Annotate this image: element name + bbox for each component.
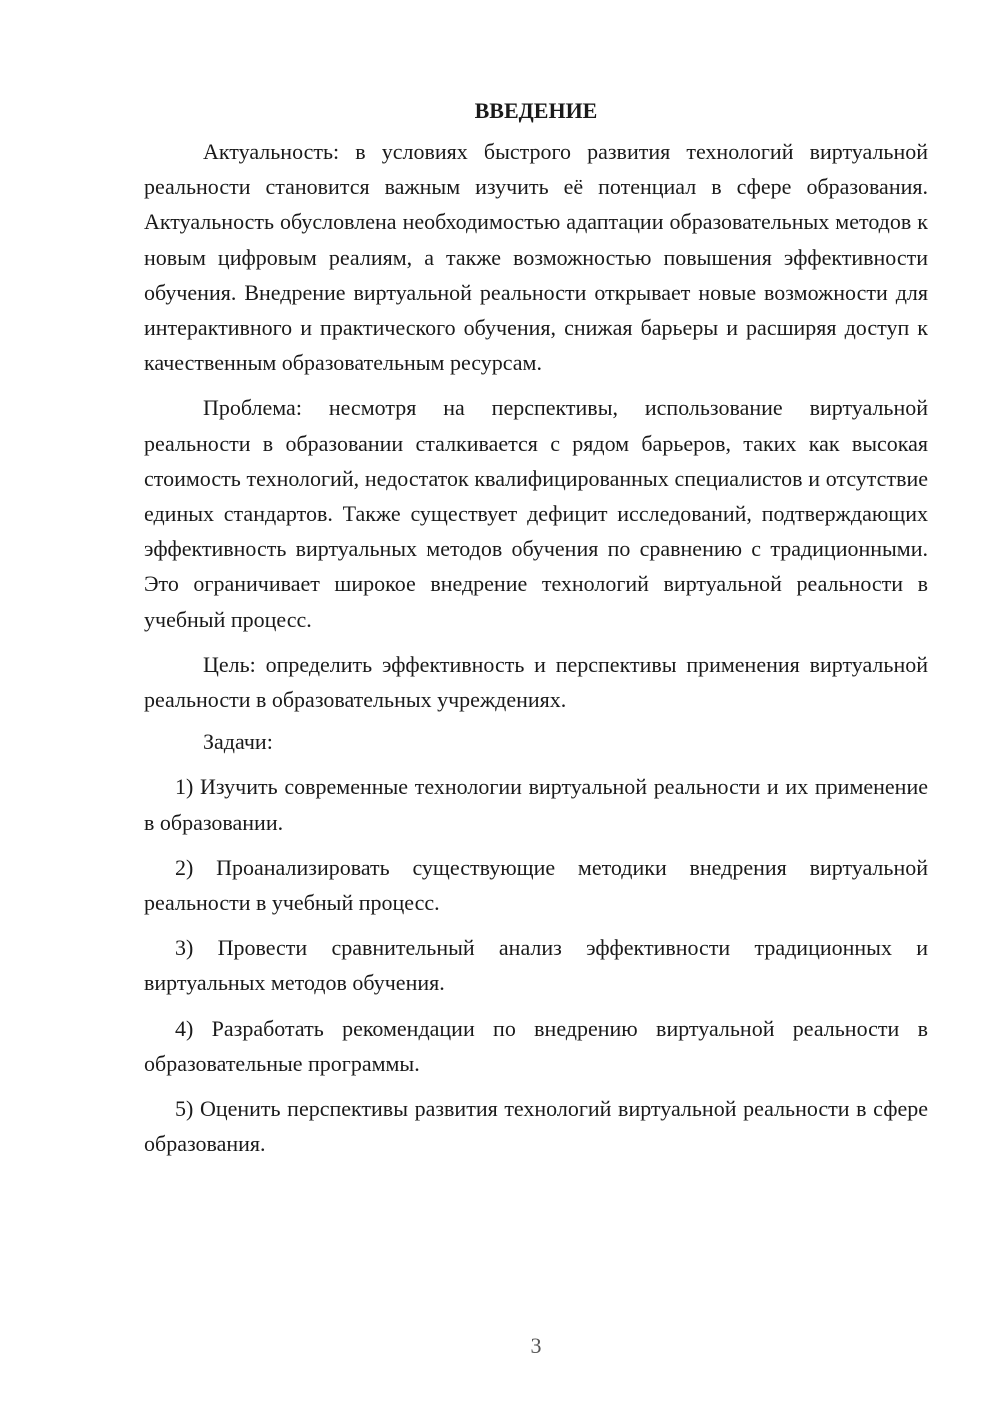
- task-item-5: 5) Оценить перспективы развития технологий виртуальной реальности в сфере образования.: [144, 1096, 928, 1157]
- task-item-4: 4) Разработать рекомендации по внедрению виртуальной реальности в образовательные программы.: [144, 1015, 928, 1076]
- tasks-label: Задачи:: [203, 729, 273, 755]
- problem-paragraph: Проблема: несмотря на перспективы, использование виртуальной реальности в образовании сталкивается с рядом барьеров, таких как высокая стоимость технологий, недостаток квалифицированных специалистов и отсутствие единых стандартов. Также существует дефицит исследований, подтверждающих эффективность виртуальных методов обучения по сравнению с традиционными. Это ограничивает широкое внедрение технологий виртуальной реальности в учебный процесс.: [144, 395, 928, 632]
- task-item-3: 3) Провести сравнительный анализ эффективности традиционных и виртуальных методов обучения.: [144, 935, 928, 996]
- task-item-2: 2) Проанализировать существующие методики внедрения виртуальной реальности в учебный процесс.: [144, 854, 928, 916]
- section-title: ВВЕДЕНИЕ: [474, 98, 598, 123]
- task-item-1: 1) Изучить современные технологии виртуальной реальности и их применение в образовании.: [144, 774, 928, 835]
- page-number: 3: [530, 1333, 542, 1358]
- goal-paragraph: Цель: определить эффективность и перспективы применения виртуальной реальности в образовательных учреждениях.: [144, 651, 928, 713]
- document-page: [144, 93, 928, 1161]
- relevance-paragraph: Актуальность: в условиях быстрого развития технологий виртуальной реальности становится важным изучить её потенциал в сфере образования. Актуальность обусловлена необходимостью адаптации образовательных методов к новым цифровым реалиям, а также возможностью повышения эффективности обучения. Внедрение виртуальной реальности открывает новые возможности для интерактивного и практического обучения, снижая барьеры и расширяя доступ к качественным образовательным ресурсам.: [144, 139, 928, 376]
